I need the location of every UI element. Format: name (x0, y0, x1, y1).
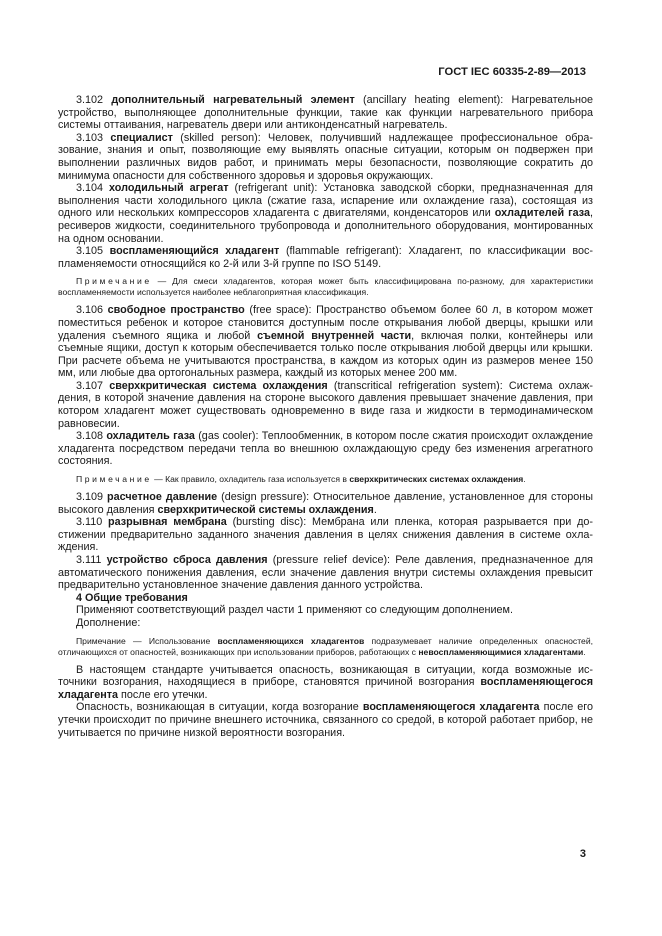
paragraph-text: В настоящем стандарте учитывается опасность, возникающая в ситуации, когда возможные источники возгорания, находящиеся в приборе, становятся причиной возгорания (58, 663, 593, 689)
paragraph-text: после его утечки происходит по причине внешнего источника, связанного со средой, в которой работает прибор, не учитывается по причине низкой вероятности возгорания. (58, 701, 594, 739)
term-3104 (58, 182, 593, 245)
note-text: подразумевает наличие определенных опасностей, отличающихся от опасностей, возникающих при использовании приборов, работающих с (58, 635, 594, 657)
term-definition: (design pressure): Относительное давление, установленное для стороны высокого давления (58, 491, 593, 516)
note-end: . (583, 646, 586, 657)
note-text: Примечание — Использование (76, 635, 218, 646)
note-term: невоспламеняющимися хладагентами (418, 646, 584, 657)
term-name: дополнительный нагревательный элемент (111, 94, 355, 106)
note-term: воспламеняющихся хладагентов (217, 635, 365, 646)
paragraph-text: после его утечки. (118, 688, 208, 701)
term-name: свободное пространство (107, 304, 245, 317)
term-definition: (ancillary heating element): Нагревательное устройство, выполняющее дополнительные функции, такие как функции нагревательного прибора системы оттаивания, нагреватель двери или антиконденсатный нагреватель. (58, 94, 594, 132)
term-reference: съемной внутренней части (257, 329, 412, 342)
note-label: Примечание (76, 474, 152, 485)
term-definition-cont: , ресиверов жидкости, соединительного трубопровода и дополнительного оборудования, монтированных на одном основании. (58, 207, 593, 245)
term-number: 3.104 (76, 182, 104, 195)
term-number: 3.111 (76, 554, 102, 566)
term-name: устройство сброса давления (106, 554, 268, 566)
term-3106 (58, 304, 593, 380)
section-paragraph (58, 701, 593, 739)
term-definition: (pressure relief device): Реле давления, предназначенное для автоматического понижения давления, если значение давления внутри системы охлаждения превысит предварительно установленное значение давления данного устройства. (58, 554, 593, 592)
term-reference: охладителей газа (494, 207, 590, 220)
term-reference: сверхкритической системы охлаждения (157, 503, 374, 516)
note-text: — Как правило, охладитель газа используется в (151, 474, 350, 485)
note-3105 (58, 276, 593, 298)
term-definition: (gas cooler): Теплообменник, в котором после сжатия происходит охлаждение хладагента посредством передачи тепла во внешнюю охлаждающую среду без изменения агрегатного состояния. (58, 430, 593, 468)
section-paragraph (58, 664, 593, 702)
document-body (58, 94, 593, 739)
term-name: воспламеняющийся хладагент (109, 245, 280, 258)
term-number: 3.107 (76, 379, 104, 392)
standard-header: ГОСТ IEC 60335-2-89—2013 (438, 66, 586, 78)
term-number: 3.108 (76, 430, 104, 443)
term-number: 3.102 (76, 94, 104, 106)
term-definition-cont: , включая полки, контейнеры или съемные ящики, доступ к которым обеспечивается только после открывания любой дверцы или крышки. При расчете объема не учитываются пространства, в каждом из которых один из размеров менее 150 мм, или любые два ортогональных размера, каждый из которых менее 200 мм. (58, 329, 593, 380)
term-name: расчетное давление (107, 491, 218, 504)
term-definition: (bursting disc): Мембрана или пленка, которая разрывается при достижении предварительно заданного значения давления в целях снижения давления в системе охлаждения. (58, 516, 594, 554)
term-name: разрывная мембрана (108, 516, 227, 529)
term-number: 3.105 (76, 245, 104, 258)
term-3110 (58, 516, 593, 554)
section-heading: 4 Общие требования (76, 591, 188, 604)
section-note (58, 636, 593, 658)
term-number: 3.106 (76, 304, 104, 317)
term-3107 (58, 380, 593, 430)
term-definition-cont: . (373, 503, 377, 516)
note-text: — Для смеси хладагентов, которая может быть классифицирована по-разному, для характеристики воспламеняемости используется наиболее неблагоприятная классификация. (58, 276, 593, 298)
term-name: охладитель газа (106, 430, 195, 443)
term-definition: (flammable refrigerant): Хладагент, по классификации воспламеняемости относящийся ко 2-й или 3-й группе по ISO 5149. (58, 245, 593, 270)
term-definition: (transcritical refrigeration system): Система охлаждения, в которой значение давления на стороне высокого давления превышает значение давления, при котором хладагент может существовать одновременно в виде газа и жидкости в термодинамическом равновесии. (58, 379, 593, 430)
note-end: . (523, 474, 526, 485)
term-3109 (58, 491, 593, 516)
term-3105 (58, 245, 593, 270)
term-number: 3.110 (76, 516, 103, 529)
paragraph-term: воспламеняющегося хладагента (362, 701, 540, 714)
term-number: 3.103 (76, 131, 104, 144)
note-term: сверхкритических системах охлаждения (349, 474, 524, 485)
term-name: специалист (110, 131, 173, 144)
paragraph-text: Опасность, возникающая в ситуации, когда возгорание (76, 701, 363, 714)
term-definition: (free space): Пространство объемом более 60 л, в котором может поместиться ребенок и которое становится доступным после открывания любой дверцы, крышки или удаления съемного ящика и любой (58, 304, 594, 342)
section-paragraph: Дополнение: (76, 616, 141, 629)
term-3108 (58, 430, 593, 468)
term-3102 (58, 94, 593, 132)
section-paragraph: Применяют соответствующий раздел части 1 применяют со следующим дополнением. (76, 604, 513, 617)
note-3108 (58, 474, 593, 485)
term-definition: (skilled person): Человек, получивший надлежащее профессиональное образование, знания и опыт, позволяющие ему выявлять опасные ситуации, которым он подвержен при выполнении различных видов работ, и принимать меры безопасности, позволяющие сократить до минимума опасности для собственного здоровья и здоровья окружающих. (58, 131, 593, 182)
paragraph-term: воспламеняющегося хладагента (58, 676, 593, 701)
term-name: холодильный агрегат (109, 182, 229, 195)
note-label: Примечание (76, 276, 152, 287)
term-definition: (refrigerant unit): Установка заводской сборки, предназначенная для выполнения части холодильного цикла (сжатие газа, испарение или охлаждение газа), состоящая из одного или нескольких компрессоров хладагента с двигателями, конденсаторов или (58, 182, 593, 220)
term-3103 (58, 132, 593, 182)
term-number: 3.109 (76, 491, 104, 504)
term-name: сверхкритическая система охлаждения (109, 379, 328, 392)
page-number: 3 (579, 848, 586, 860)
term-3111 (58, 554, 593, 592)
